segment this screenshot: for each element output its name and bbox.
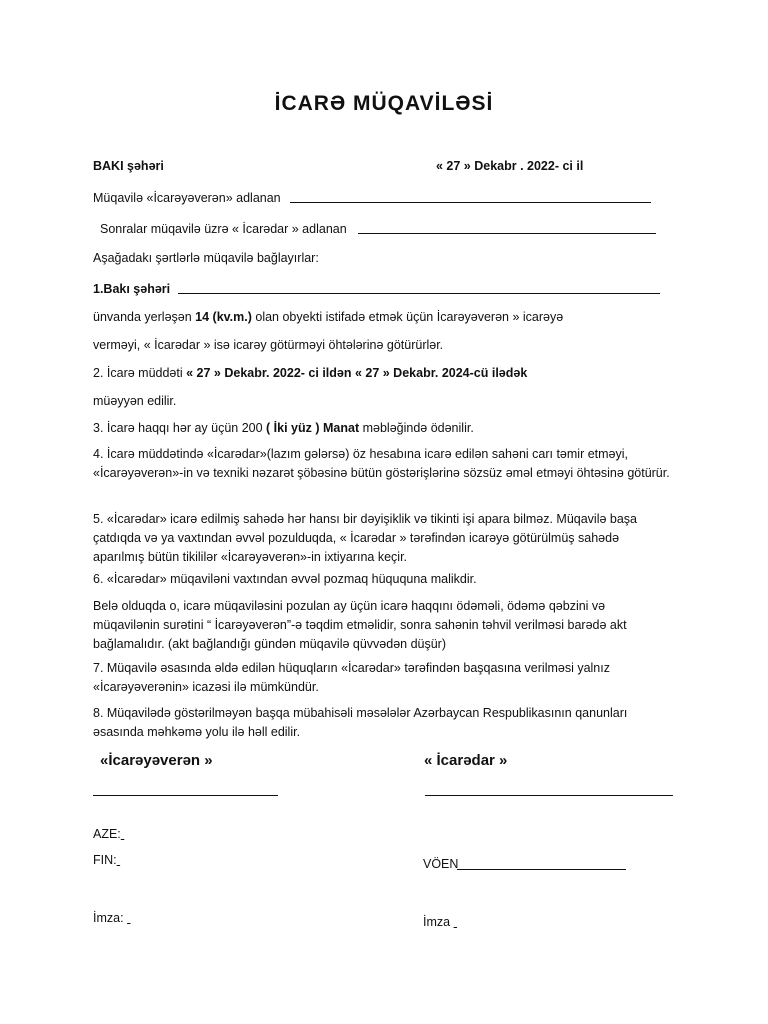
clause3-text — [93, 420, 474, 436]
city-label: BAKI şəhəri — [93, 159, 164, 173]
clause6-text: 6. «İcarədar» müqaviləni vaxtından əvvəl pozmaq hüququna malikdir. — [93, 572, 477, 586]
fin-label: FIN: — [93, 853, 117, 867]
voen-line[interactable] — [457, 869, 626, 870]
clause8-text: 8. Müqavilədə göstərilməyən başqa mübahisəli məsələlər Azərbaycan Respublikasının qanunları əsasında məhkəmə yolu ilə həll edilir. — [93, 706, 628, 739]
clause2-period: « 27 » Dekabr. 2022- ci ildən « 27 » Dekabr. 2024-cü ilədək — [186, 366, 528, 380]
imza-right-label: İmza — [423, 915, 454, 929]
aze-label: AZE: — [93, 827, 121, 841]
clause2-pre: 2. İcarə müddəti — [93, 366, 187, 380]
contract-date: « 27 » Dekabr . 2022- ci il — [436, 159, 584, 173]
clause1-line1-post: olan obyekti istifadə etmək üçün İcarəyəverən » icarəyə — [251, 310, 564, 324]
clause2-line2: müəyyən edilir. — [93, 394, 177, 408]
intro-text: Aşağadakı şərtlərlə müqavilə bağlayırlar: — [93, 251, 319, 265]
imza-left-field[interactable] — [93, 910, 131, 926]
landlord-name-line[interactable] — [290, 202, 651, 203]
tenant-signature-line[interactable] — [425, 795, 673, 796]
aze-field[interactable] — [93, 826, 124, 842]
clause1-line2: verməyi, « İcarədar » isə icarəy götürməyi öhtələrinə götürürlər. — [93, 338, 444, 352]
clause3-pre: 3. İcarə haqqı hər ay üçün 200 — [93, 421, 267, 435]
landlord-named-text: Müqavilə «İcarəyəverən» adlanan — [93, 191, 281, 205]
clause7-text: 7. Müqavilə əsasında əldə edilən hüquqların «İcarədar» tərəfindən başqasına verilməsi yalnız «İcarəyəverənin» icazəsi ilə mümkündür. — [93, 661, 610, 694]
tenant-name-line[interactable] — [358, 233, 656, 234]
clause3-amount: ( İki yüz ) Manat — [266, 421, 360, 435]
landlord-signature-line[interactable] — [93, 795, 278, 796]
page-title: İCARƏ MÜQAVİLƏSİ — [274, 92, 494, 115]
clause1-line1-pre: ünvanda yerləşən — [93, 310, 196, 324]
landlord-signature-label: «İcarəyəverən » — [100, 752, 213, 769]
tenant-signature-label: « İcarədar » — [424, 752, 508, 769]
clause3-post: məbləğində ödənilir. — [359, 421, 474, 435]
imza-right-field[interactable] — [423, 914, 457, 930]
tenant-named-text: Sonralar müqavilə üzrə « İcarədar » adlanan — [100, 222, 347, 236]
clause1-label: 1.Bakı şəhəri — [93, 282, 171, 296]
voen-label: VÖEN — [423, 857, 459, 871]
clause5-text: 5. «İcarədar» icarə edilmiş sahədə hər hansı bir dəyişiklik və tikinti işi apara bilməz. Müqavilə başa çatdıqda və ya vaxtından əvvəl pozulduqda, « İcarədar » tərəfindən icarəyə götürülmüş sahədə aparılmış bütün tikililər «İcarəyəverən»-in ixtiyarına keçir. — [93, 512, 638, 564]
clause2-line1 — [93, 365, 527, 381]
clause4-text: 4. İcarə müddətində «İcarədar»(lazım gələrsə) öz hesabına icarə edilən sahəni carı təmir etməyi, «İcarəyəverən»-in və texniki nəzarət şöbəsinə bütün göstərişlərinə sözsüz əməl etməyi öhtəsinə götürür. — [93, 447, 670, 480]
address-line[interactable] — [178, 293, 660, 294]
imza-left-label: İmza: — [93, 911, 128, 925]
clause1-line1 — [93, 309, 563, 325]
fin-field[interactable] — [93, 852, 120, 868]
clause1-area: 14 (kv.m.) — [195, 310, 252, 324]
clause6-paragraph: Belə olduqda o, icarə müqaviləsini pozulan ay üçün icarə haqqını ödəməli, ödəmə qəbzini və müqavilənin surətini “ İcarəyəverən”-ə təqdim etməlidir, sonra sahənin təhvil verilməsi barədə akt bağlamalıdır. (akt bağlandığı gündən müqavilə qüvvədən düşür) — [93, 599, 627, 651]
